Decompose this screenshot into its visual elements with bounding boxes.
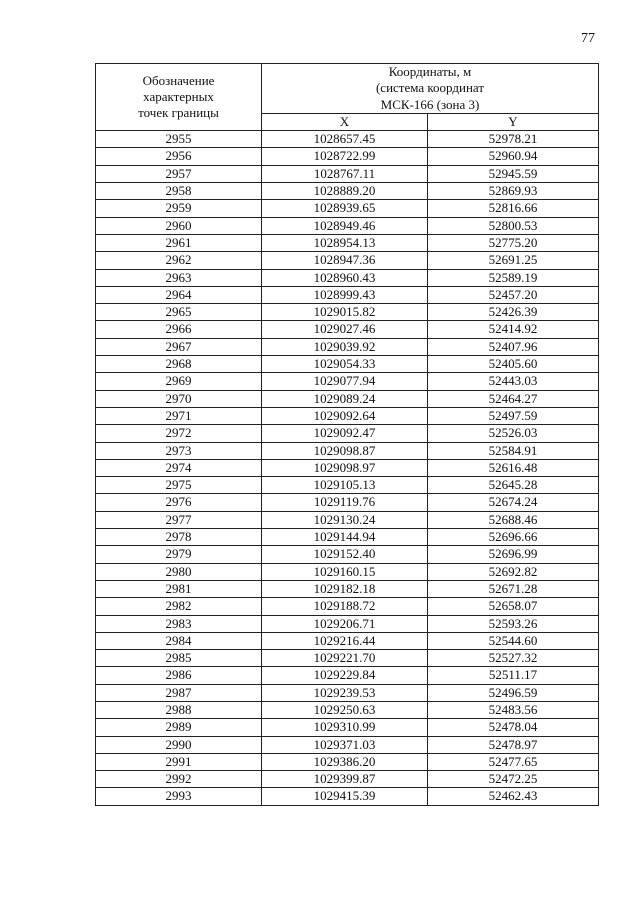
table-row <box>96 425 599 442</box>
table-row <box>96 632 599 649</box>
table-row <box>96 477 599 494</box>
table-row <box>96 234 599 251</box>
x-coordinate-cell: 1029216.44 <box>262 632 428 649</box>
point-cell: 2972 <box>96 425 262 442</box>
table-row <box>96 217 599 234</box>
x-coordinate-cell: 1028960.43 <box>262 269 428 286</box>
x-coordinate-cell: 1029092.64 <box>262 407 428 424</box>
y-coordinate-cell: 52544.60 <box>428 632 599 649</box>
point-cell: 2970 <box>96 390 262 407</box>
x-coordinate-cell: 1029229.84 <box>262 667 428 684</box>
x-coordinate-cell: 1029098.97 <box>262 459 428 476</box>
x-coordinate-cell: 1029415.39 <box>262 788 428 805</box>
y-column-header: Y <box>428 113 599 130</box>
x-coordinate-cell: 1029098.87 <box>262 442 428 459</box>
point-cell: 2969 <box>96 373 262 390</box>
table-row <box>96 407 599 424</box>
y-coordinate-cell: 52674.24 <box>428 494 599 511</box>
x-coordinate-cell: 1029119.76 <box>262 494 428 511</box>
point-cell: 2983 <box>96 615 262 632</box>
point-cell: 2957 <box>96 165 262 182</box>
table-row <box>96 529 599 546</box>
y-coordinate-cell: 52407.96 <box>428 338 599 355</box>
coords-header-line: (система координат <box>375 80 485 96</box>
table-row <box>96 200 599 217</box>
x-coordinate-cell: 1029386.20 <box>262 753 428 770</box>
points-header-line: характерных <box>143 88 214 104</box>
y-coordinate-cell: 52405.60 <box>428 356 599 373</box>
table-row <box>96 459 599 476</box>
table-row <box>96 252 599 269</box>
y-coordinate-cell: 52584.91 <box>428 442 599 459</box>
y-coordinate-cell: 52696.99 <box>428 546 599 563</box>
x-coordinate-cell: 1029239.53 <box>262 684 428 701</box>
x-coordinate-cell: 1029221.70 <box>262 650 428 667</box>
point-cell: 2971 <box>96 407 262 424</box>
x-coordinate-cell: 1029130.24 <box>262 511 428 528</box>
x-coordinate-cell: 1029182.18 <box>262 580 428 597</box>
y-coordinate-cell: 52696.66 <box>428 529 599 546</box>
point-cell: 2982 <box>96 598 262 615</box>
table-row <box>96 719 599 736</box>
y-coordinate-cell: 52478.97 <box>428 736 599 753</box>
x-coordinate-cell: 1029371.03 <box>262 736 428 753</box>
x-coordinate-cell: 1028722.99 <box>262 148 428 165</box>
x-coordinate-cell: 1028657.45 <box>262 131 428 148</box>
point-cell: 2965 <box>96 304 262 321</box>
y-coordinate-cell: 52496.59 <box>428 684 599 701</box>
table-row <box>96 563 599 580</box>
y-coordinate-cell: 52477.65 <box>428 753 599 770</box>
x-coordinate-cell: 1028999.43 <box>262 286 428 303</box>
x-coordinate-cell: 1029015.82 <box>262 304 428 321</box>
y-coordinate-cell: 52978.21 <box>428 131 599 148</box>
x-coordinate-cell: 1028767.11 <box>262 165 428 182</box>
table-row <box>96 753 599 770</box>
y-coordinate-cell: 52478.04 <box>428 719 599 736</box>
table-row <box>96 183 599 200</box>
table-row <box>96 494 599 511</box>
x-coordinate-cell: 1029105.13 <box>262 477 428 494</box>
point-cell: 2991 <box>96 753 262 770</box>
point-cell: 2961 <box>96 234 262 251</box>
point-cell: 2958 <box>96 183 262 200</box>
x-coordinate-cell: 1029054.33 <box>262 356 428 373</box>
x-coordinate-cell: 1028954.13 <box>262 234 428 251</box>
table-row <box>96 650 599 667</box>
table-row <box>96 131 599 148</box>
coordinates-table <box>95 63 599 806</box>
table-row <box>96 511 599 528</box>
coordinates-column-header <box>262 64 599 114</box>
x-coordinate-cell: 1028949.46 <box>262 217 428 234</box>
table-row <box>96 684 599 701</box>
y-coordinate-cell: 52671.28 <box>428 580 599 597</box>
x-coordinate-cell: 1029092.47 <box>262 425 428 442</box>
table-row <box>96 736 599 753</box>
x-coordinate-cell: 1029144.94 <box>262 529 428 546</box>
point-cell: 2974 <box>96 459 262 476</box>
page-number: 77 <box>581 31 595 46</box>
table-row <box>96 373 599 390</box>
y-coordinate-cell: 52472.25 <box>428 771 599 788</box>
point-cell: 2989 <box>96 719 262 736</box>
x-coordinate-cell: 1029089.24 <box>262 390 428 407</box>
y-coordinate-cell: 52497.59 <box>428 407 599 424</box>
point-cell: 2955 <box>96 131 262 148</box>
point-cell: 2981 <box>96 580 262 597</box>
table-row <box>96 667 599 684</box>
point-cell: 2964 <box>96 286 262 303</box>
y-coordinate-cell: 52688.46 <box>428 511 599 528</box>
table-row <box>96 390 599 407</box>
table-row <box>96 356 599 373</box>
x-coordinate-cell: 1029027.46 <box>262 321 428 338</box>
y-coordinate-cell: 52800.53 <box>428 217 599 234</box>
x-coordinate-cell: 1029250.63 <box>262 701 428 718</box>
y-coordinate-cell: 52658.07 <box>428 598 599 615</box>
point-cell: 2977 <box>96 511 262 528</box>
point-cell: 2973 <box>96 442 262 459</box>
point-cell: 2979 <box>96 546 262 563</box>
y-coordinate-cell: 52691.25 <box>428 252 599 269</box>
x-coordinate-cell: 1028889.20 <box>262 183 428 200</box>
point-cell: 2984 <box>96 632 262 649</box>
point-cell: 2967 <box>96 338 262 355</box>
y-coordinate-cell: 52457.20 <box>428 286 599 303</box>
table-header-row <box>96 64 599 114</box>
table-body <box>96 131 599 806</box>
point-cell: 2988 <box>96 701 262 718</box>
x-coordinate-cell: 1029188.72 <box>262 598 428 615</box>
point-cell: 2980 <box>96 563 262 580</box>
point-cell: 2968 <box>96 356 262 373</box>
point-cell: 2960 <box>96 217 262 234</box>
point-cell: 2990 <box>96 736 262 753</box>
table-row <box>96 269 599 286</box>
table-row <box>96 701 599 718</box>
y-coordinate-cell: 52462.43 <box>428 788 599 805</box>
y-coordinate-cell: 52775.20 <box>428 234 599 251</box>
y-coordinate-cell: 52645.28 <box>428 477 599 494</box>
x-coordinate-cell: 1029077.94 <box>262 373 428 390</box>
point-cell: 2975 <box>96 477 262 494</box>
point-cell: 2993 <box>96 788 262 805</box>
point-cell: 2966 <box>96 321 262 338</box>
y-coordinate-cell: 52593.26 <box>428 615 599 632</box>
y-coordinate-cell: 52511.17 <box>428 667 599 684</box>
y-coordinate-cell: 52945.59 <box>428 165 599 182</box>
point-cell: 2992 <box>96 771 262 788</box>
point-cell: 2986 <box>96 667 262 684</box>
x-coordinate-cell: 1029039.92 <box>262 338 428 355</box>
table-row <box>96 580 599 597</box>
table-row <box>96 442 599 459</box>
y-coordinate-cell: 52692.82 <box>428 563 599 580</box>
y-coordinate-cell: 52483.56 <box>428 701 599 718</box>
y-coordinate-cell: 52414.92 <box>428 321 599 338</box>
y-coordinate-cell: 52426.39 <box>428 304 599 321</box>
table-row <box>96 546 599 563</box>
y-coordinate-cell: 52869.93 <box>428 183 599 200</box>
table-row <box>96 304 599 321</box>
y-coordinate-cell: 52589.19 <box>428 269 599 286</box>
points-column-header <box>96 64 262 131</box>
table-row <box>96 148 599 165</box>
x-coordinate-cell: 1028939.65 <box>262 200 428 217</box>
point-cell: 2959 <box>96 200 262 217</box>
table-row <box>96 615 599 632</box>
table-row <box>96 771 599 788</box>
table-row <box>96 286 599 303</box>
x-coordinate-cell: 1029399.87 <box>262 771 428 788</box>
point-cell: 2956 <box>96 148 262 165</box>
points-header-line: точек границы <box>138 105 219 121</box>
point-cell: 2985 <box>96 650 262 667</box>
table-row <box>96 165 599 182</box>
point-cell: 2987 <box>96 684 262 701</box>
y-coordinate-cell: 52816.66 <box>428 200 599 217</box>
point-cell: 2962 <box>96 252 262 269</box>
point-cell: 2978 <box>96 529 262 546</box>
coords-header-line: Координаты, м <box>388 64 472 79</box>
table-row <box>96 338 599 355</box>
table-row <box>96 788 599 805</box>
point-cell: 2976 <box>96 494 262 511</box>
x-coordinate-cell: 1029310.99 <box>262 719 428 736</box>
y-coordinate-cell: 52443.03 <box>428 373 599 390</box>
x-coordinate-cell: 1029152.40 <box>262 546 428 563</box>
table-row <box>96 321 599 338</box>
y-coordinate-cell: 52464.27 <box>428 390 599 407</box>
y-coordinate-cell: 52527.32 <box>428 650 599 667</box>
y-coordinate-cell: 52616.48 <box>428 459 599 476</box>
y-coordinate-cell: 52960.94 <box>428 148 599 165</box>
x-column-header: X <box>262 113 428 130</box>
x-coordinate-cell: 1029206.71 <box>262 615 428 632</box>
x-coordinate-cell: 1028947.36 <box>262 252 428 269</box>
x-coordinate-cell: 1029160.15 <box>262 563 428 580</box>
coords-header-line: МСК-166 (зона 3) <box>380 96 480 112</box>
y-coordinate-cell: 52526.03 <box>428 425 599 442</box>
points-header-line: Обозначение <box>142 72 215 88</box>
point-cell: 2963 <box>96 269 262 286</box>
table-row <box>96 598 599 615</box>
